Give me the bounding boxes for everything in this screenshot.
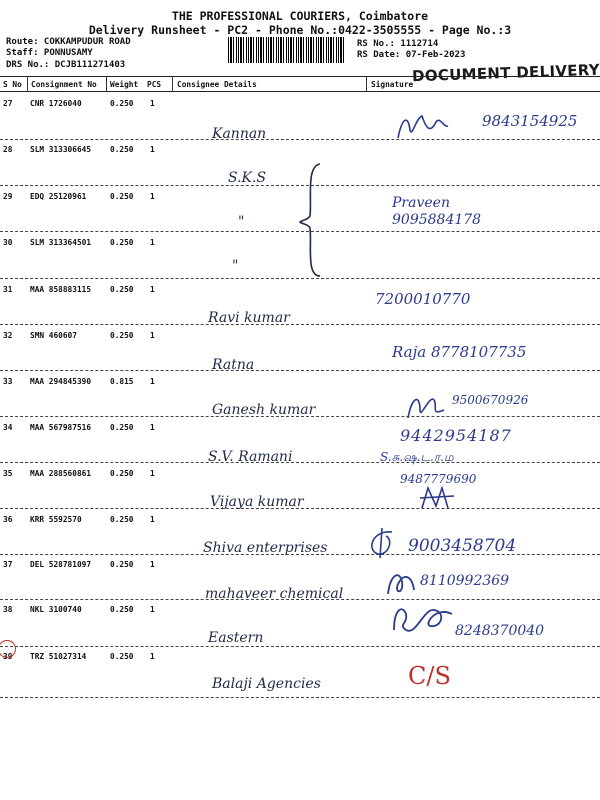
row-consignment: DEL 528781097 <box>30 560 92 569</box>
barcode <box>228 37 345 63</box>
col-divider <box>172 76 173 92</box>
row-weight: 0.250 <box>110 238 134 247</box>
row-pcs: 1 <box>150 331 155 340</box>
row-weight: 0.250 <box>110 192 134 201</box>
row-weight: 0.815 <box>110 377 134 386</box>
handwritten-name: " <box>232 258 239 274</box>
row-weight: 0.250 <box>110 469 134 478</box>
signature-phone: 9843154925 <box>482 112 578 130</box>
handwritten-name: Vijaya kumar <box>210 494 304 510</box>
handwritten-name: Shiva enterprises <box>203 540 328 556</box>
handwritten-name: S.K.S <box>228 170 267 186</box>
handwritten-name: Ratna <box>212 357 255 373</box>
col-divider <box>27 76 28 92</box>
row-weight: 0.250 <box>110 423 134 432</box>
signature-phone: 9487779690 <box>400 472 477 486</box>
row-sno: 29 <box>3 192 13 201</box>
signature-phone: 9442954187 <box>400 426 512 445</box>
row-sno: 33 <box>3 377 13 386</box>
row-separator <box>0 462 600 463</box>
col-sno: S No <box>3 80 22 89</box>
row-pcs: 1 <box>150 377 155 386</box>
document-delivery-stamp: DOCUMENT DELIVERY <box>411 60 600 86</box>
row-weight: 0.250 <box>110 331 134 340</box>
handwritten-name: " <box>238 214 245 230</box>
table-top-rule <box>0 76 600 77</box>
row-sno: 36 <box>3 515 13 524</box>
row-pcs: 1 <box>150 652 155 661</box>
row-consignment: KRR 5592570 <box>30 515 82 524</box>
row-pcs: 1 <box>150 605 155 614</box>
row-sno: 28 <box>3 145 13 154</box>
row-sno: 39 <box>3 652 13 661</box>
handwritten-name: Kannan <box>212 126 267 142</box>
row-consignment: NKL 3100740 <box>30 605 82 614</box>
col-consignment: Consignment No <box>31 80 97 89</box>
signature-scribble <box>388 600 458 636</box>
row-weight: 0.250 <box>110 285 134 294</box>
signature-phone: Raja 8778107735 <box>392 343 527 361</box>
col-consignee: Consignee Details <box>177 80 257 89</box>
col-divider <box>106 76 107 92</box>
handwritten-name: Ganesh kumar <box>212 402 316 418</box>
row-weight: 0.250 <box>110 99 134 108</box>
table-header-rule <box>0 91 600 92</box>
row-pcs: 1 <box>150 515 155 524</box>
row-weight: 0.250 <box>110 652 134 661</box>
rs-date: RS Date: 07-Feb-2023 <box>357 50 466 60</box>
signature-scribble <box>400 390 450 424</box>
row-pcs: 1 <box>150 423 155 432</box>
row-weight: 0.250 <box>110 145 134 154</box>
signature-phone: Praveen 9095884178 <box>392 195 482 228</box>
signature-phone: S.சு.ஷ.ட.ர.ம <box>380 450 454 464</box>
row-sno: 34 <box>3 423 13 432</box>
row-sno: 38 <box>3 605 13 614</box>
handwritten-name: S.V. Ramani <box>208 449 293 465</box>
row-weight: 0.250 <box>110 605 134 614</box>
row-consignment: MAA 288560861 <box>30 469 92 478</box>
row-consignment: MAA 858883115 <box>30 285 92 294</box>
row-consignment: SMN 460607 <box>30 331 77 340</box>
handwritten-name: Ravi kumar <box>208 310 290 326</box>
row-pcs: 1 <box>150 99 155 108</box>
col-signature: Signature <box>371 80 414 89</box>
col-pcs: PCS <box>147 80 162 89</box>
runsheet-title: Delivery Runsheet - PC2 - Phone No.:0422-3505555 - Page No.:3 <box>88 23 512 37</box>
handwritten-name: Balaji Agencies <box>212 676 321 692</box>
handwritten-name: Eastern <box>208 630 264 646</box>
handwritten-name: mahaveer chemical <box>205 586 344 602</box>
staff-label: Staff: PONNUSAMY <box>6 48 93 58</box>
row-pcs: 1 <box>150 192 155 201</box>
row-pcs: 1 <box>150 145 155 154</box>
signature-scribble <box>362 526 402 560</box>
row-consignment: SLM 313364501 <box>30 238 92 247</box>
signature-scribble <box>418 484 458 512</box>
row-pcs: 1 <box>150 469 155 478</box>
rs-number: RS No.: 1112714 <box>357 39 439 49</box>
drs-label: DRS No.: DCJB111271403 <box>6 60 126 70</box>
route-label: Route: COKKAMPUDUR ROAD <box>6 37 131 47</box>
row-consignment: MAA 567987516 <box>30 423 92 432</box>
row-separator <box>0 697 600 698</box>
red-circle-mark <box>0 640 16 658</box>
signature-phone: 8110992369 <box>420 573 510 589</box>
row-separator <box>0 324 600 325</box>
row-sno: 37 <box>3 560 13 569</box>
col-divider <box>366 76 367 92</box>
row-pcs: 1 <box>150 560 155 569</box>
row-consignment: CNR 1726040 <box>30 99 82 108</box>
row-separator <box>0 646 600 647</box>
row-sno: 27 <box>3 99 13 108</box>
row-weight: 0.250 <box>110 560 134 569</box>
signature-scribble <box>392 108 452 144</box>
row-separator <box>0 139 600 140</box>
signature-scribble <box>382 566 420 600</box>
signature-phone: 9003458704 <box>408 536 517 556</box>
signature-phone: 7200010770 <box>375 290 471 308</box>
row-consignment: SLM 313306645 <box>30 145 92 154</box>
row-pcs: 1 <box>150 238 155 247</box>
row-consignment: TRZ 51027314 <box>30 652 87 661</box>
row-pcs: 1 <box>150 285 155 294</box>
row-consignment: EDQ 25120961 <box>30 192 87 201</box>
brace-mark <box>298 160 328 280</box>
cs-mark: C/S <box>408 662 451 690</box>
signature-phone: 8248370040 <box>455 623 545 639</box>
row-weight: 0.250 <box>110 515 134 524</box>
row-separator <box>0 370 600 371</box>
signature-phone: 9500670926 <box>452 393 529 407</box>
company-title: THE PROFESSIONAL COURIERS, Coimbatore <box>171 9 429 23</box>
row-sno: 30 <box>3 238 13 247</box>
row-sno: 35 <box>3 469 13 478</box>
col-weight: Weight <box>110 80 139 89</box>
row-sno: 32 <box>3 331 13 340</box>
row-consignment: MAA 294845390 <box>30 377 92 386</box>
row-sno: 31 <box>3 285 13 294</box>
